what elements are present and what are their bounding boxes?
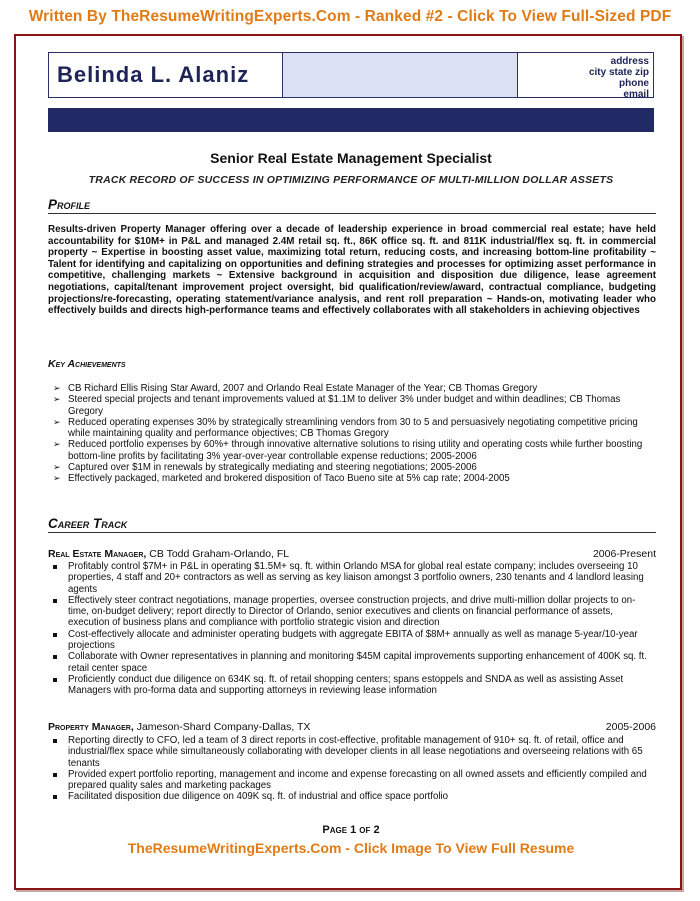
duty-text: Profitably control $7M+ in P&L in operating $1.5M+ sq. ft. within Orlando MSA for global real estate company; includes overseeing 10 properties, 4 staff and 20+ contractors as well as serving as key liaison amongst 3 portfolio owners, 230 tenants and 4 landlord leasing agents: [68, 561, 644, 595]
arrow-bullet-icon: ➢: [53, 439, 61, 450]
resume-title: Senior Real Estate Management Specialist: [210, 150, 492, 166]
list-item: [48, 595, 656, 629]
job-role: Real Estate Manager,: [48, 548, 147, 560]
duty-text: Cost-effectively allocate and administer operating budgets with aggregate EBITA of $8M+ annually as well as manage 5-year/10-year projections: [68, 628, 638, 652]
resume-page: [36, 38, 666, 884]
duty-text: Provided expert portfolio reporting, management and income and expense forecasting on all owned assets and efficiently compiled and prepared quality sales and marketing packages: [68, 768, 647, 792]
square-bullet-icon: [53, 565, 57, 569]
top-banner-link[interactable]: Written By TheResumeWritingExperts.Com - Ranked #2 - Click To View Full-Sized PDF: [28, 8, 672, 25]
contact-phone: phone: [619, 78, 649, 89]
arrow-bullet-icon: ➢: [53, 394, 61, 405]
list-item: [48, 629, 656, 652]
list-item: [48, 383, 656, 394]
profile-text: Results-driven Property Manager offering over a decade of leadership experience in broad commercial real estate; have held accountability for $10M+ in P&L and managed 2.4M retail sq. ft., 86K office sq. ft. and 811K industrial/flex sq. ft. in commercial property ~ Expertise in boosting asset value, maximizing total return, reducing costs, and increasing bottom-line profitability ~ Talent for identifying and capitalizing on opportunities and defining strategies and processes for optimizing asset performance in competitive, challenging markets ~ Extensive background in acquisition and disposition due diligence, lease agreement negotiations, capital/tenant improvement project oversight, bid qualification/review/award, contractual compliance, budgeting projections/re-forecasting, operating statement/variance analysis, and rent roll preparation ~ Hands-on, motivating leader who effectively builds and directs high-performance teams and effectively collaborates with all stakeholders in achieving objectives: [48, 224, 656, 317]
list-item: [48, 791, 656, 802]
square-bullet-icon: [53, 678, 57, 682]
job-role: Property Manager,: [48, 721, 134, 733]
achievement-text: Steered special projects and tenant improvements valued at $1.1M to deliver 3% under budget and within deadlines; CB Thomas Gregory: [68, 394, 621, 417]
square-bullet-icon: [53, 655, 57, 659]
page-number: Page 1 of 2: [322, 824, 380, 836]
square-bullet-icon: [53, 795, 57, 799]
contact-block: [517, 52, 654, 98]
job-company: Jameson-Shard Company-Dallas, TX: [136, 721, 311, 733]
header-bar: [48, 108, 654, 132]
square-bullet-icon: [53, 773, 57, 777]
achievement-text: Captured over $1M in renewals by strategically mediating and steering negotiations; 2005-2006: [68, 462, 477, 474]
achievements-list: [48, 383, 656, 485]
candidate-name: Belinda L. Alaniz: [57, 62, 250, 87]
job-title-line: [48, 548, 656, 560]
job-dates: 2006-Present: [592, 548, 656, 560]
duty-text: Proficiently conduct due diligence on 634K sq. ft. of retail shopping centers; spans estoppels and SNDA as well as assisting Asset Managers with pro-forma data and supporting attorneys in reviewing lease information: [68, 673, 624, 697]
achievement-text: Reduced operating expenses 30% by strategically streamlining vendors from 30 to 5 and persuasively negotiating competitive pricing while maintaining quality and performance objectives; CB Thomas Gregory: [68, 416, 638, 440]
duty-text: Reporting directly to CFO, led a team of 3 direct reports in cost-effective, profitable management of 910+ sq. ft. of retail, office and industrial/flex space while simultaneously collaborating with developer clients in all lease negotiations and overseeing relations with 65 tenants: [68, 735, 643, 769]
achievement-text: Reduced portfolio expenses by 60%+ through innovative alternative solutions to rising utility and operating costs while further boosting bottom-line profits by facilitating 3% year-over-year controllable expense reductions; 2005-2006: [68, 439, 643, 462]
list-item: [48, 439, 656, 462]
header-shade: [283, 52, 517, 98]
square-bullet-icon: [53, 599, 57, 603]
list-item: [48, 561, 656, 595]
duty-text: Facilitated disposition due diligence on 409K sq. ft. of industrial and office space portfolio: [68, 791, 449, 803]
job-dates: 2005-2006: [605, 721, 656, 733]
list-item: [48, 473, 656, 484]
arrow-bullet-icon: ➢: [53, 473, 61, 484]
job-duties-list: [48, 561, 656, 697]
contact-city: city state zip: [588, 67, 649, 78]
achievement-text: Effectively packaged, marketed and brokered disposition of Taco Bueno site at 5% cap rate; 2004-2005: [68, 473, 510, 485]
resume-subtitle: TRACK RECORD OF SUCCESS IN OPTIMIZING PERFORMANCE OF MULTI-MILLION DOLLAR ASSETS: [88, 174, 614, 186]
career-heading: Career Track: [48, 515, 656, 533]
square-bullet-icon: [53, 739, 57, 743]
arrow-bullet-icon: ➢: [53, 416, 61, 427]
list-item: [48, 394, 656, 417]
resume-header: [48, 52, 654, 134]
job-duties-list: [48, 735, 656, 803]
name-box: [48, 52, 283, 98]
job-title-line: [48, 721, 656, 733]
achievement-text: CB Richard Ellis Rising Star Award, 2007 and Orlando Real Estate Manager of the Year; CB Thomas Gregory: [68, 383, 538, 394]
duty-text: Effectively steer contract negotiations, manage properties, oversee construction projects, and drive multi-million dollar projects to on-time, on-budget delivery; report directly to Director of Orlando, senior executives and clients on financial performance of assets, execution of business plans and compliance with portfolio strategic vision and direction: [68, 594, 636, 629]
list-item: [48, 735, 656, 769]
square-bullet-icon: [53, 633, 57, 637]
list-item: [48, 417, 656, 440]
list-item: [48, 674, 656, 697]
footer-link[interactable]: TheResumeWritingExperts.Com - Click Image To View Full Resume: [127, 840, 575, 856]
achievements-heading: Key Achievements: [48, 358, 126, 370]
contact-email: email: [623, 89, 649, 100]
list-item: [48, 462, 656, 473]
arrow-bullet-icon: ➢: [53, 462, 61, 473]
job-company: CB Todd Graham-Orlando, FL: [149, 548, 290, 560]
list-item: [48, 769, 656, 792]
profile-heading: Profile: [48, 196, 656, 214]
duty-text: Collaborate with Owner representatives in planning and monitoring $45M capital improvements supporting enhancement of 400K sq. ft. retail center space: [68, 651, 647, 674]
contact-address: address: [610, 56, 649, 67]
arrow-bullet-icon: ➢: [53, 383, 61, 393]
list-item: [48, 651, 656, 674]
